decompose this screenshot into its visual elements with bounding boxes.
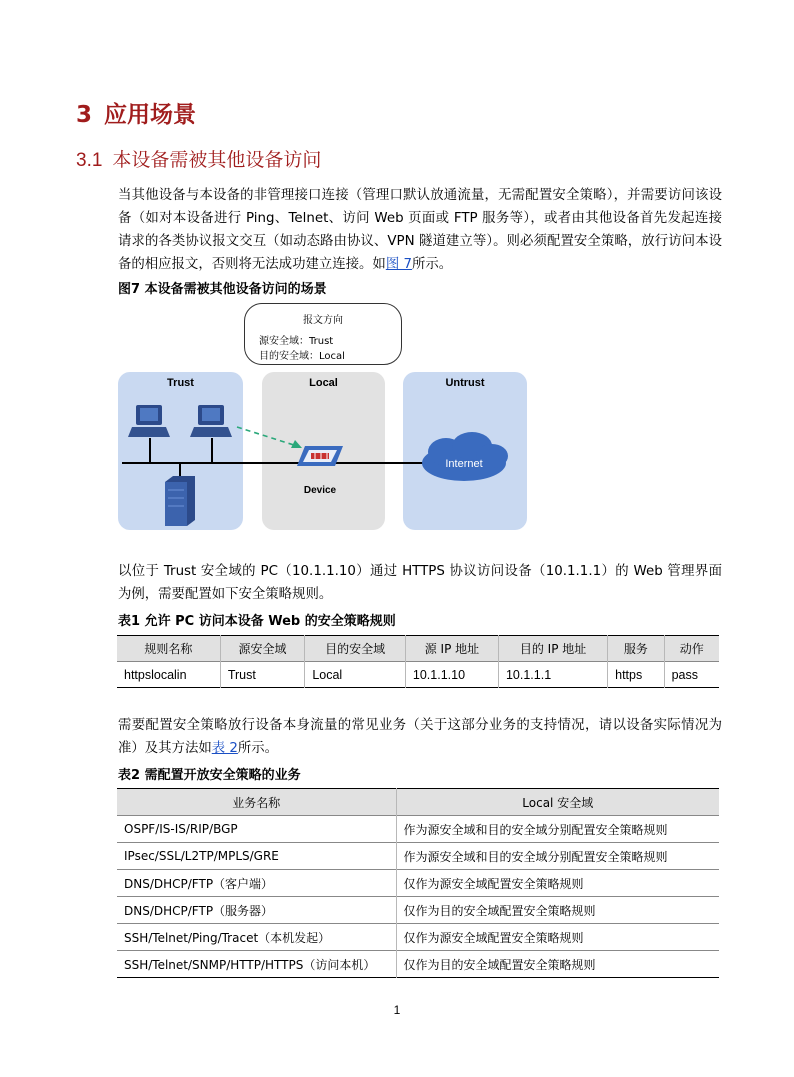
table-row — [117, 951, 719, 978]
table-cell: SSH/Telnet/Ping/Tracet（本机发起） — [117, 924, 396, 951]
table-cell: DNS/DHCP/FTP（客户端） — [117, 870, 396, 897]
table-cell: 10.1.1.10 — [405, 662, 498, 688]
column-header: 规则名称 — [117, 636, 220, 662]
column-header: 服务 — [608, 636, 664, 662]
column-header: 业务名称 — [117, 789, 396, 816]
services-text: 需要配置安全策略放行设备本身流量的常见业务（关于这部分业务的支持情况，请以设备实际情况为准）及其方法如 — [118, 718, 722, 756]
table-cell: 作为源安全域和目的安全域分别配置安全策略规则 — [396, 843, 719, 870]
services-text-end: 所示。 — [237, 741, 279, 756]
server-icon — [165, 476, 195, 526]
table-row — [117, 662, 719, 688]
section-number: 3.1 — [76, 150, 103, 171]
table-row — [117, 870, 719, 897]
table-cell: https — [608, 662, 664, 688]
table-2-link[interactable]: 表 2 — [211, 741, 238, 756]
table-cell: 10.1.1.1 — [498, 662, 607, 688]
table-header-row — [117, 636, 719, 662]
table-cell: 仅作为目的安全域配置安全策略规则 — [396, 951, 719, 978]
table-cell: DNS/DHCP/FTP（服务器） — [117, 897, 396, 924]
callout-destination-zone: 目的安全域：Local — [259, 351, 345, 362]
table-row — [117, 816, 719, 843]
untrust-zone-label: Untrust — [445, 377, 485, 389]
table2-caption: 表2 需配置开放安全策略的业务 — [118, 768, 301, 783]
intro-text: 当其他设备与本设备的非管理接口连接（管理口默认放通流量，无需配置安全策略），并需要访问该设备（如对本设备进行 Ping、Telnet、访问 Web 页面或 FTP 服务等），或者由其他设备首先发起连接请求的各类协议报文交互（如动态路由协议、VPN 隧道建立等）。则必须配置安全策略，放行访问本设备的相应报文，否则将无法成功建立连接。如 — [118, 188, 722, 272]
table-row — [117, 843, 719, 870]
example-paragraph: 以位于 Trust 安全域的 PC（10.1.1.10）通过 HTTPS 协议访问设备（10.1.1.1）的 Web 管理界面为例，需要配置如下安全策略规则。 — [118, 564, 722, 602]
column-header: 源 IP 地址 — [405, 636, 498, 662]
table-cell: IPsec/SSL/L2TP/MPLS/GRE — [117, 843, 396, 870]
firewall-device-icon — [297, 446, 343, 466]
services-table — [117, 788, 719, 978]
figure-caption: 图7 本设备需被其他设备访问的场景 — [118, 282, 327, 297]
traffic-arrow — [237, 427, 297, 446]
trust-zone-label: Trust — [167, 377, 194, 389]
table-cell: Trust — [220, 662, 305, 688]
column-header: 目的 IP 地址 — [498, 636, 607, 662]
intro-text-end: 所示。 — [411, 257, 453, 272]
local-zone-label: Local — [309, 377, 338, 389]
table1-caption: 表1 允许 PC 访问本设备 Web 的安全策略规则 — [118, 614, 396, 629]
table-header-row — [117, 789, 719, 816]
services-paragraph — [118, 714, 722, 760]
table-cell: SSH/Telnet/SNMP/HTTP/HTTPS（访问本机） — [117, 951, 396, 978]
section-title: 本设备需被其他设备访问 — [112, 149, 322, 171]
table-cell: 仅作为源安全域配置安全策略规则 — [396, 870, 719, 897]
table-cell: 仅作为源安全域配置安全策略规则 — [396, 924, 719, 951]
device-label: Device — [303, 485, 337, 496]
table-row — [117, 924, 719, 951]
pc-icon — [128, 405, 170, 437]
internet-cloud-icon — [422, 432, 508, 481]
table-cell: Local — [305, 662, 406, 688]
chapter-title: 应用场景 — [104, 102, 197, 128]
column-header: 源安全域 — [220, 636, 305, 662]
pc-icon — [190, 405, 232, 437]
table-cell: httpslocalin — [117, 662, 220, 688]
table-cell: pass — [664, 662, 719, 688]
column-header: 动作 — [664, 636, 719, 662]
internet-label: Internet — [445, 458, 483, 470]
callout-source-zone: 源安全域：Trust — [259, 336, 334, 347]
policy-rule-table — [117, 635, 719, 688]
table-row — [117, 897, 719, 924]
table-cell: 作为源安全域和目的安全域分别配置安全策略规则 — [396, 816, 719, 843]
traffic-direction-callout — [244, 303, 402, 365]
column-header: Local 安全域 — [396, 789, 719, 816]
chapter-number: 3 — [76, 102, 93, 128]
page-number: 1 — [393, 1003, 401, 1017]
table-cell: 仅作为目的安全域配置安全策略规则 — [396, 897, 719, 924]
column-header: 目的安全域 — [305, 636, 406, 662]
table-cell: OSPF/IS-IS/RIP/BGP — [117, 816, 396, 843]
callout-title: 报文方向 — [303, 315, 343, 326]
figure-7-link[interactable]: 图 7 — [385, 257, 412, 272]
